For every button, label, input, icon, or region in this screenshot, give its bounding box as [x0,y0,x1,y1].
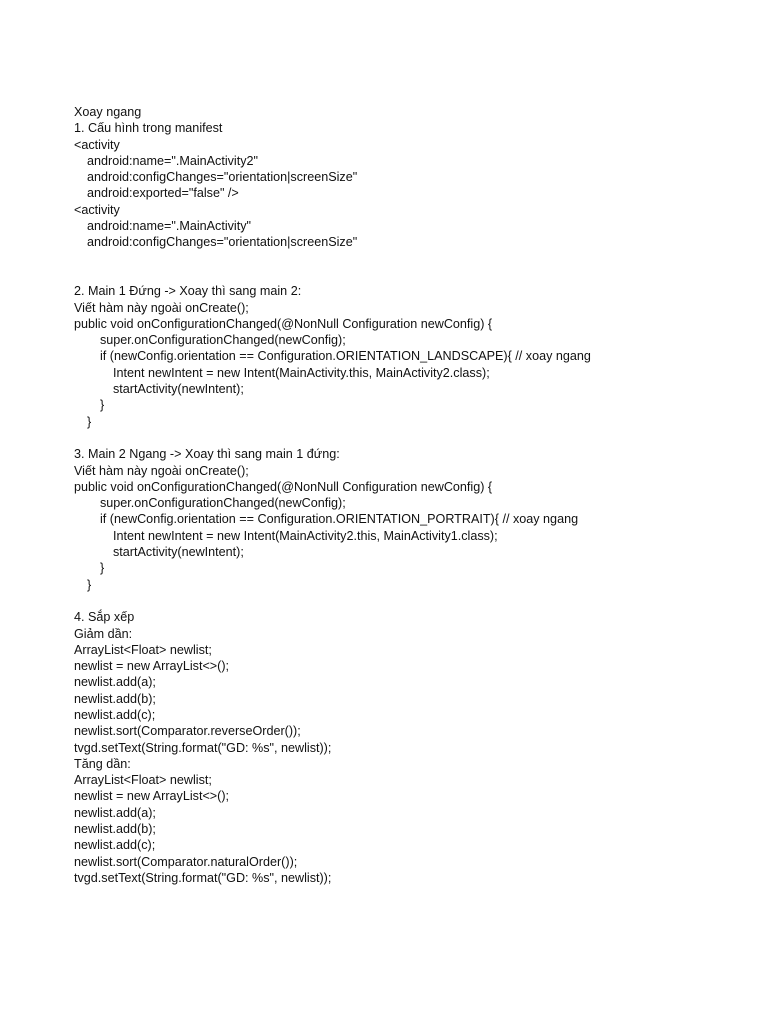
text-line: } [87,577,92,592]
text-line: Giảm dần: [74,626,133,641]
text-line: startActivity(newIntent); [113,545,244,560]
text-line: ArrayList<Float> newlist; [74,642,212,657]
text-line: newlist.add(b); [74,691,156,706]
text-line: newlist.add(a); [74,675,156,690]
text-line: newlist.add(b); [74,822,156,837]
text-line: 3. Main 2 Ngang -> Xoay thì sang main 1 đứng: [74,447,340,462]
text-line: 2. Main 1 Đứng -> Xoay thì sang main 2: [74,284,302,299]
text-line: 4. Sắp xếp [74,610,135,625]
text-line: tvgd.setText(String.format("GD: %s", newlist)); [74,740,332,755]
text-line: android:name=".MainActivity" [87,219,251,234]
text-line: } [100,398,105,413]
blank-line [74,430,734,446]
text-line: <activity [74,137,120,152]
text-line: tvgd.setText(String.format("GD: %s", newlist)); [74,870,332,885]
text-line: newlist.add(c); [74,838,156,853]
text-line: } [87,414,92,429]
document-body [74,104,734,886]
text-line: newlist.add(c); [74,707,156,722]
text-line: ArrayList<Float> newlist; [74,773,212,788]
text-line: 1. Cấu hình trong manifest [74,121,223,136]
text-line: android:configChanges="orientation|screenSize" [87,235,358,250]
text-line: newlist.sort(Comparator.reverseOrder()); [74,724,301,739]
text-line: newlist.add(a); [74,805,156,820]
text-line: Viết hàm này ngoài onCreate(); [74,300,249,315]
text-line: Intent newIntent = new Intent(MainActivity2.this, MainActivity1.class); [113,528,498,543]
text-line: Xoay ngang [74,105,142,119]
blank-line [74,267,734,283]
blank-line [74,593,734,609]
text-line: startActivity(newIntent); [113,382,244,397]
text-line: newlist = new ArrayList<>(); [74,659,230,674]
text-line: <activity [74,202,120,217]
text-line: public void onConfigurationChanged(@NonNull Configuration newConfig) { [74,479,493,494]
text-line: android:configChanges="orientation|screenSize" [87,170,358,185]
text-line: if (newConfig.orientation == Configuration.ORIENTATION_LANDSCAPE){ // xoay ngang [100,349,591,364]
text-line: newlist = new ArrayList<>(); [74,789,230,804]
text-line: newlist.sort(Comparator.naturalOrder()); [74,854,298,869]
text-line: super.onConfigurationChanged(newConfig); [100,333,346,348]
text-line: android:exported="false" /> [87,186,239,201]
text-line: Tăng dần: [74,756,131,771]
text-line: Viết hàm này ngoài onCreate(); [74,463,249,478]
text-line: public void onConfigurationChanged(@NonNull Configuration newConfig) { [74,316,493,331]
text-line: } [100,561,105,576]
blank-line [74,251,734,267]
text-line: android:name=".MainActivity2" [87,153,258,168]
text-line: Intent newIntent = new Intent(MainActivity.this, MainActivity2.class); [113,365,490,380]
text-line: if (newConfig.orientation == Configuration.ORIENTATION_PORTRAIT){ // xoay ngang [100,512,579,527]
text-line: super.onConfigurationChanged(newConfig); [100,496,346,511]
